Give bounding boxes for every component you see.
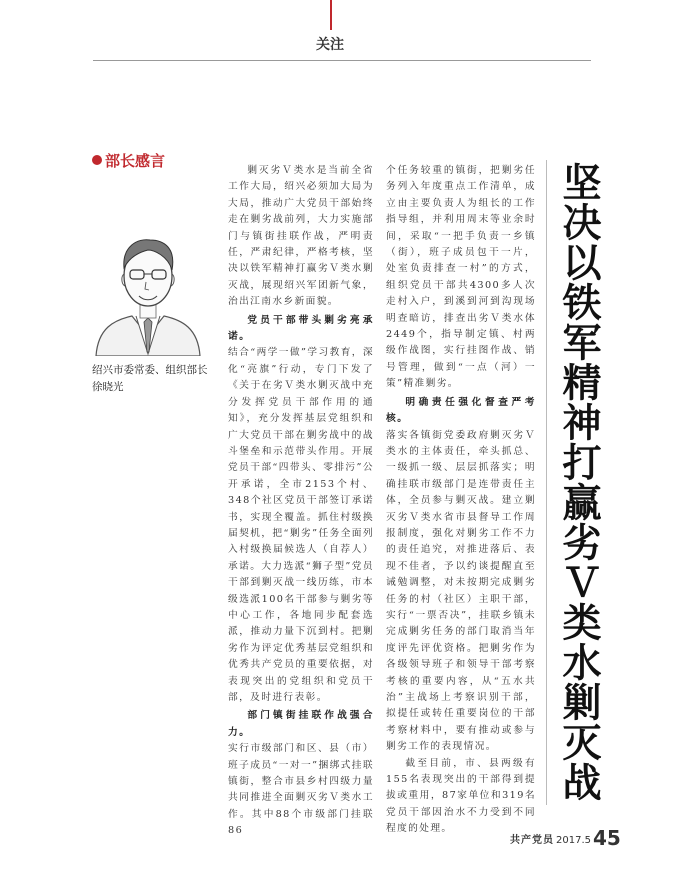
author-caption <box>92 362 222 396</box>
article-column-1 <box>228 163 374 840</box>
paragraph: 结合“两学一做”学习教育，深化“亮旗”行动，专门下发了《关于在劣Ｖ类水剿灭战中充分发挥党员干部作用的通知》，充分发挥基层党组织和广大党员干部在剿劣战中的战斗堡垒和示范带头作用。开展党员干部“四带头、零排污”公开承诺，全市2153个村、348个社区党员干部签订承诺书，实现全覆盖。抓住村级换届契机，把“剿劣”任务全面列入村级换届候选人（自荐人）承诺。大力选派“狮子型”党员干部到剿灭战一线历练，市本级选派100名干部参与剿劣等中心工作，各地同步配套选派，推动力量下沉到村。把剿劣作为评定优秀基层党组织和优秀共产党员的重要依据，对表现突出的党组织和党员干部，及时进行表彰。 <box>228 347 374 703</box>
section-divider <box>93 60 591 61</box>
subheading: 党员干部带头剿劣亮承诺。 <box>228 314 374 343</box>
column-label-text: 部长感言 <box>105 152 166 170</box>
section-label: 关注 <box>316 37 344 53</box>
article-column-2 <box>386 163 536 838</box>
subheading: 部门镇街挂联作战强合力。 <box>228 710 374 738</box>
issue-number: 2017.5 <box>556 835 591 846</box>
paragraph: 个任务较重的镇街，把剿劣任务列入年度重点工作清单，成立由主要负责人为组长的工作指导组，并利用周末等业余时间，采取“一把手负责一乡镇（街），班子成员包干一片，处室负责排查一村”的方式，组织党员干部共4300多人次走村入户，到溪到河到沟现场明查暗访，排查出劣Ｖ类水体2449个，指导制定镇、村两级作战图，实行挂图作战、销号管理，做到“一点（河）一策”精准剿劣。 <box>386 165 536 390</box>
page-footer <box>510 826 621 850</box>
paragraph: 剿灭劣Ｖ类水是当前全省工作大局，绍兴必须加大局为大局，推动广大党员干部始终走在剿劣战前列，大力实施部门与镇街挂联作战，严明责任，严肃纪律，严格考核，坚决以铁军精神打赢劣Ｖ类水剿灭战，展现绍兴军团新气象，治出江南水乡新面貌。 <box>228 165 374 308</box>
paragraph: 实行市级部门和区、县（市）班子成员“一对一”捆绑式挂联镇街，整合市县乡村四级力量共同推进全面剿灭劣Ｖ类水工作。其中88个市级部门挂联86 <box>228 743 374 837</box>
author-portrait <box>92 216 204 356</box>
caption-name: 徐晓光 <box>92 381 124 393</box>
magazine-name: 共产党员 <box>510 835 554 846</box>
headline: 坚决以铁军精神打赢劣Ｖ类水剿灭战 <box>556 162 601 802</box>
paragraph: 落实各镇街党委政府剿灭劣Ｖ类水的主体责任，牵头抓总、一级抓一级、层层抓落实；明确挂联市级部门是连带责任主体，全员参与剿灭战。建立剿灭劣Ｖ类水省市县督导工作周报制度，强化对剿劣工作不力的责任追究，对推进落后、表现不佳者，予以约谈提醒直至诫勉调整，对未按期完成剿劣任务的村（社区）主职干部，实行“一票否决”，挂联乡镇未完成剿劣任务的部门取消当年度评先评优资格。把剿劣作为各级领导班子和领导干部考察考核的重要内容，从“五水共治”主战场上考察识别干部，拟提任或转任重要岗位的干部考察材料中，要有推动或参与剿劣工作的表现情况。 <box>386 429 536 753</box>
bullet-dot-icon <box>92 155 102 165</box>
caption-title: 绍兴市委常委、组织部长 <box>92 364 208 376</box>
paragraph: 截至目前，市、县两级有155名表现突出的干部得到提拔或重用，87家单位和319名党员干部因治水不力受到不同程度的处理。 <box>386 757 536 835</box>
subheading: 明确责任强化督查严考核。 <box>386 396 536 425</box>
column-label <box>92 150 165 171</box>
column-divider <box>546 160 547 805</box>
top-red-rule <box>330 0 332 30</box>
page-number: 45 <box>593 826 621 850</box>
